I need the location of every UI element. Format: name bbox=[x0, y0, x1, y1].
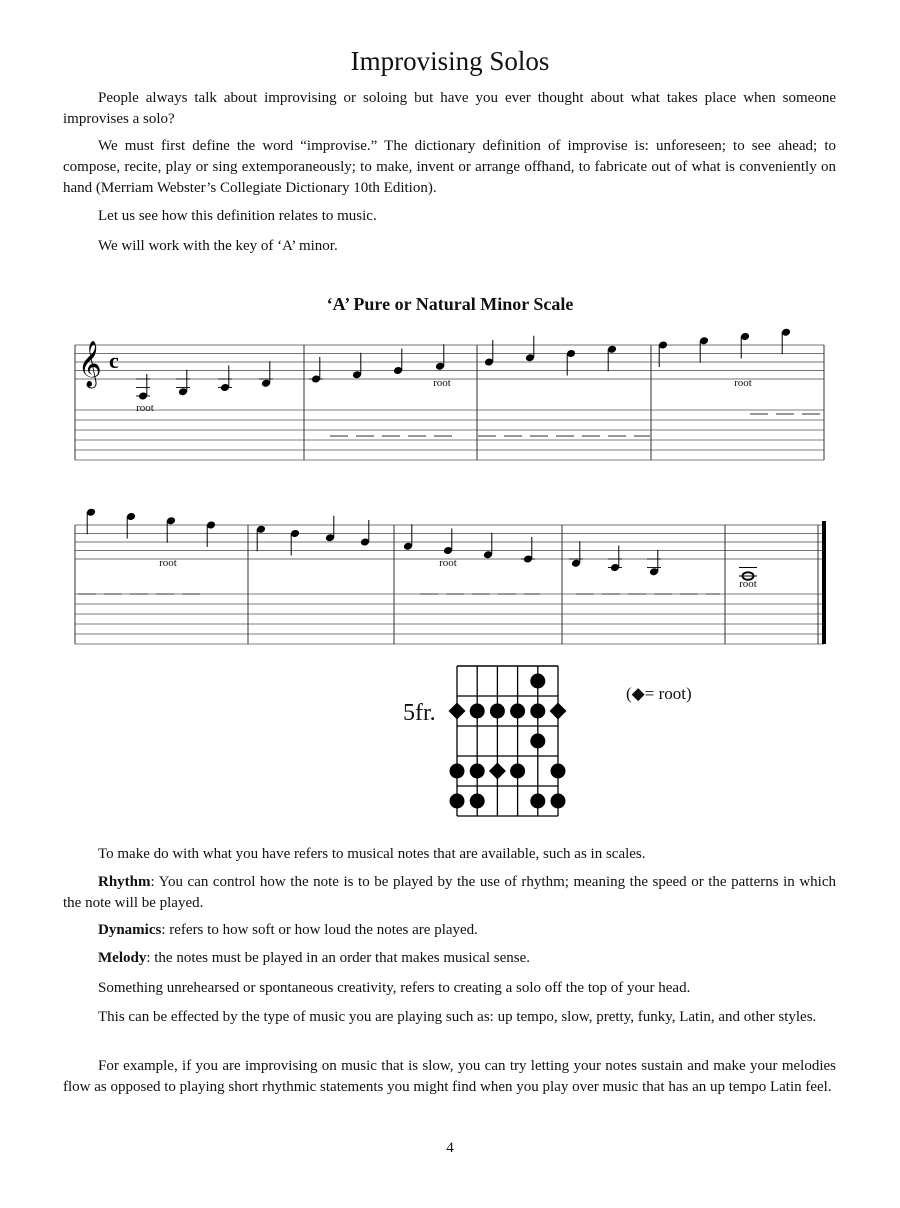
finger-dot-marker bbox=[470, 764, 485, 779]
finger-dot-marker bbox=[450, 764, 465, 779]
root-diamond-marker bbox=[489, 763, 506, 780]
body-paragraph-7: For example, if you are improvising on music that is slow, you can try letting your notes sustain and make your melodies flow as opposed to playing short rhythmic statements you might find when you play over music that has an up tempo Latin feel. bbox=[63, 1058, 836, 1095]
finger-dot-marker bbox=[510, 764, 525, 779]
rhythm-term: Rhythm bbox=[98, 874, 151, 890]
root-label: root bbox=[433, 377, 451, 389]
intro-paragraph-3: Let us see how this definition relates to music. bbox=[98, 208, 377, 224]
finger-dot-marker bbox=[470, 794, 485, 809]
melody-text: : the notes must be played in an order that makes musical sense. bbox=[146, 950, 530, 966]
intro-paragraph-4: We will work with the key of ‘A’ minor. bbox=[98, 238, 338, 254]
dynamics-term: Dynamics bbox=[98, 922, 162, 938]
finger-dot-marker bbox=[450, 794, 465, 809]
body-paragraph-1: To make do with what you have refers to musical notes that are available, such as in scales. bbox=[98, 846, 646, 862]
root-label: root bbox=[136, 402, 154, 414]
finger-dot-marker bbox=[530, 794, 545, 809]
root-diamond-marker bbox=[449, 703, 466, 720]
finger-dot-marker bbox=[530, 704, 545, 719]
root-label: root bbox=[734, 377, 752, 389]
finger-dot-marker bbox=[490, 704, 505, 719]
root-label: root bbox=[159, 557, 177, 569]
body-paragraph-5: Something unrehearsed or spontaneous creativity, refers to creating a solo off the top of your head. bbox=[98, 980, 691, 996]
root-diamond-marker bbox=[550, 703, 567, 720]
treble-clef: 𝄞 bbox=[78, 341, 102, 386]
root-label: root bbox=[439, 557, 457, 569]
page-title: Improvising Solos bbox=[350, 46, 550, 76]
dynamics-paragraph bbox=[63, 920, 836, 941]
time-signature: c bbox=[109, 348, 119, 373]
finger-dot-marker bbox=[530, 734, 545, 749]
scale-title: ‘A’ Pure or Natural Minor Scale bbox=[326, 294, 574, 314]
finger-dot-marker bbox=[551, 794, 566, 809]
root-legend: (◆= root) bbox=[626, 684, 692, 703]
dynamics-text: : refers to how soft or how loud the notes are played. bbox=[161, 922, 478, 938]
fret-position-label: 5fr. bbox=[403, 700, 436, 726]
body-paragraph-6: This can be effected by the type of music you are playing such as: up tempo, slow, pretty, funky, Latin, and other styles. bbox=[98, 1009, 817, 1025]
intro-paragraph-2: We must first define the word “improvise.” The dictionary definition of improvise is: unforeseen; to see ahead; to compose, recite, play or sing extemporaneously; to make, invent or arrange offhand, to fabricate out of what is conveniently on hand (Merriam Webster’s Collegiate Dictionary 10th Edition). bbox=[63, 138, 836, 196]
finger-dot-marker bbox=[530, 674, 545, 689]
finger-dot-marker bbox=[551, 764, 566, 779]
finger-dot-marker bbox=[470, 704, 485, 719]
finger-dot-marker bbox=[510, 704, 525, 719]
root-label: root bbox=[739, 578, 757, 590]
page-number: 4 bbox=[446, 1140, 454, 1156]
intro-paragraph-1: People always talk about improvising or soloing but have you ever thought about what takes place when someone improvises a solo? bbox=[63, 90, 836, 127]
melody-paragraph bbox=[63, 948, 836, 969]
rhythm-text: : You can control how the note is to be played by the use of rhythm; meaning the speed or the patterns in which the note will be played. bbox=[63, 874, 836, 911]
rhythm-paragraph bbox=[63, 872, 836, 914]
melody-term: Melody bbox=[98, 950, 147, 966]
